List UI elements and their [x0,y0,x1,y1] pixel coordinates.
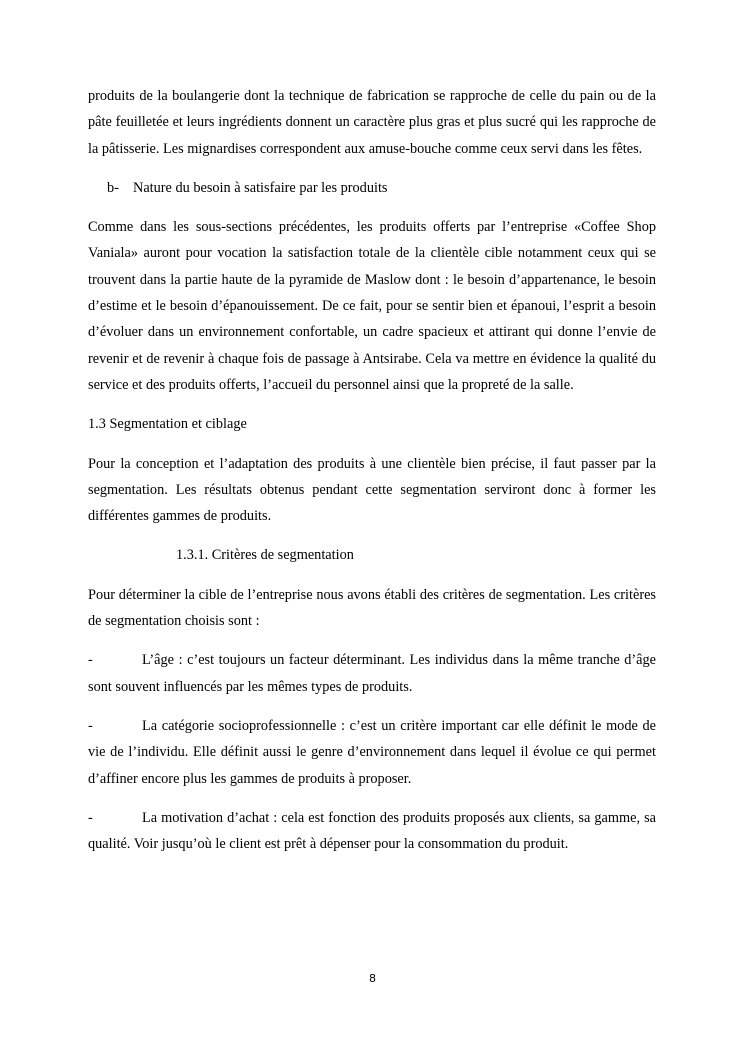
bullet-dash: - [88,809,93,826]
bullet-text: La catégorie socioprofessionnelle : c’est un critère important car elle définit le mode de vie de l’individu. Elle définit aussi le genre d’environnement dans lequel il évolue ce qui permet d’affiner encore plus les gammes de produits à proposer. [88,717,656,787]
bullet-item-motivation [88,805,656,858]
paragraph-intro: produits de la boulangerie dont la technique de fabrication se rapproche de celle du pain ou de la pâte feuilletée et leurs ingrédients donnent un caractère plus gras et plus sucré qui les rapproche de la pâtisserie. Les mignardises correspondent aux amuse-bouche comme ceux servi dans les fêtes. [88,88,656,157]
heading-b-marker: b- [107,179,119,196]
section-heading-1-3: 1.3 Segmentation et ciblage [88,416,247,433]
paragraph-segmentation: Pour la conception et l’adaptation des produits à une clientèle bien précise, il faut passer par la segmentation. Les résultats obtenus pendant cette segmentation serviront donc à former les différentes gammes de produits. [88,455,656,525]
page-number: 8 [369,972,376,985]
bullet-dash: - [88,652,93,669]
bullet-item-age [88,647,656,700]
bullet-item-categorie [88,713,656,792]
bullet-text: L’âge : c’est toujours un facteur déterminant. Les individus dans la même tranche d’âge sont souvent influencés par les mêmes types de produits. [88,652,656,695]
section-heading-1-3-1: 1.3.1. Critères de segmentation [176,547,354,564]
paragraph-besoin: Comme dans les sous-sections précédentes, les produits offerts par l’entreprise «Coffee Shop Vaniala» auront pour vocation la satisfaction totale de la clientèle cible notamment ceux qui se trouvent dans la partie haute de la pyramide de Maslow dont : le besoin d’appartenance, le besoin d’estime et le besoin d’épanouissement. De ce fait, pour se sentir bien et épanoui, l’esprit a besoin d’évoluer dans un environnement confortable, un cadre spacieux et attirant qui donne l’envie de revenir et de revenir à chaque fois de passage à Antsirabe. Cela va mettre en évidence la qualité du service et des produits offerts, l’accueil du personnel ainsi que la propreté de la salle. [88,219,656,393]
section-heading-b [88,175,656,201]
heading-b-text: Nature du besoin à satisfaire par les produits [133,179,388,196]
document-page [88,83,656,857]
bullet-dash: - [88,717,93,734]
bullet-text: La motivation d’achat : cela est fonction des produits proposés aux clients, sa gamme, sa qualité. Voir jusqu’où le client est prêt à dépenser pour la consommation du produit. [88,809,656,853]
paragraph-criteres-intro: Pour déterminer la cible de l’entreprise nous avons établi des critères de segmentation. Les critères de segmentation choisis sont : [88,586,656,630]
